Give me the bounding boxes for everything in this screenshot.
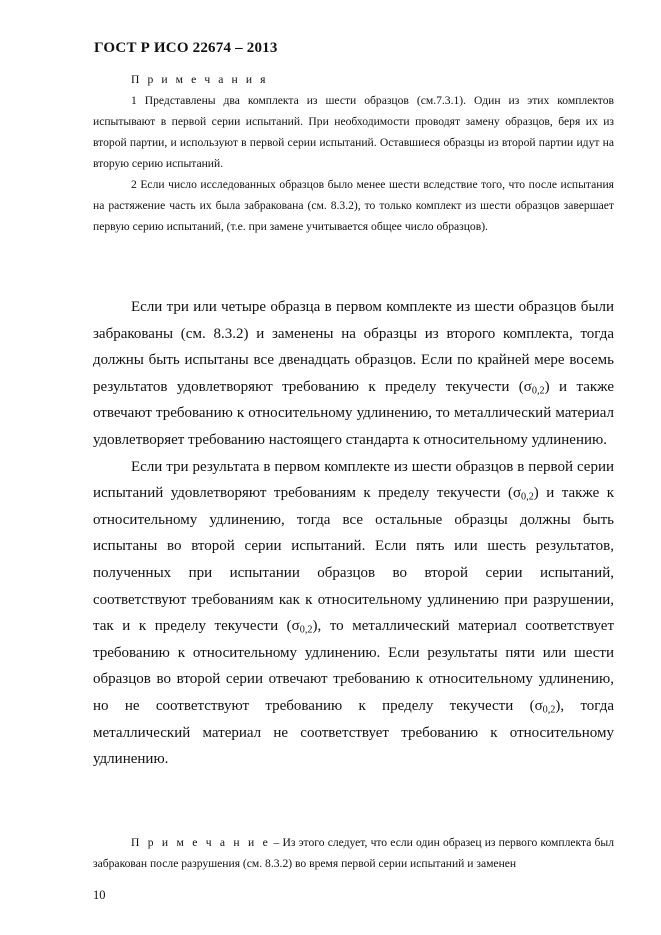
bottom-note-text: – Из этого следует, что если один образец из первого комплекта был забракован после разрушения (см. 8.3.2) во время первой серии испытаний и заменен — [93, 836, 614, 870]
notes-heading: П р и м е ч а н и я — [131, 73, 269, 86]
paragraph-2-part-b: ) и также к относительному удлинению, тогда все остальные образцы должны быть испытаны во второй серии испытаний. Если пять или шесть результатов, полученных при испытании образцов во второй серии испытаний, соответствуют требованиям как к относительному удлинению при разрушении, так и к пределу текучести (σ — [93, 485, 614, 635]
paragraph-2-part-a: Если три результата в первом комплекте из шести образцов в первой серии испытаний удовлетворяют требованиям к пределу текучести (σ — [93, 458, 614, 502]
paragraph-2-part-d: ), тогда металлический материал не соответствует требованию к относительному удлинению. — [93, 697, 614, 768]
sigma-subscript: 0,2 — [531, 385, 545, 397]
sigma-subscript: 0,2 — [299, 624, 313, 636]
page-number: 10 — [93, 888, 106, 902]
notes-block — [93, 69, 614, 237]
bottom-note — [93, 832, 614, 874]
paragraph-1-part-b: ) и также отвечают требованию к относительному удлинению, то металлический материал удовлетворяет требованию настоящего стандарта к относительному удлинению. — [93, 378, 615, 448]
bottom-note-paragraph — [93, 832, 614, 874]
sigma-subscript: 0,2 — [542, 704, 556, 716]
body-text — [93, 294, 614, 773]
sigma-subscript: 0,2 — [521, 491, 534, 503]
paragraph-1 — [93, 294, 614, 454]
note-2: 2 Если число исследованных образцов было менее шести вследствие того, что после испытания на растяжение часть их была забракована (см. 8.3.2), то только комплект из шести образцов завершает первую серию испытаний, (т.е. при замене учитывается общее число образцов). — [93, 178, 614, 233]
document-header: ГОСТ Р ИСО 22674 – 2013 — [94, 40, 278, 56]
paragraph-2-part-c: ), то металлический материал соответствует требованию к относительному удлинению. Если результаты пяти или шести образцов во второй серии отвечают требованию к относительному удлинению, но не соответствуют требованию к пределу текучести (σ — [93, 618, 615, 714]
bottom-note-label: П р и м е ч а н и е — [131, 836, 271, 849]
note-1: 1 Представлены два комплекта из шести образцов (см.7.3.1). Один из этих комплектов испытывают в первой серии испытаний. При необходимости проводят замену образцов, беря их из второй партии, и используют в первой серии испытаний. Оставшиеся образцы из второй партии идут на вторую серию испытаний. — [93, 94, 614, 170]
paragraph-1-part-a: Если три или четыре образца в первом комплекте из шести образцов были забракованы (см. 8.3.2) и заменены на образцы из второго комплекта, тогда должны быть испытаны все двенадцать образцов. Если по крайней мере восемь результатов удовлетворяют требованию к пределу текучести (σ — [93, 299, 614, 395]
paragraph-2 — [93, 454, 614, 773]
